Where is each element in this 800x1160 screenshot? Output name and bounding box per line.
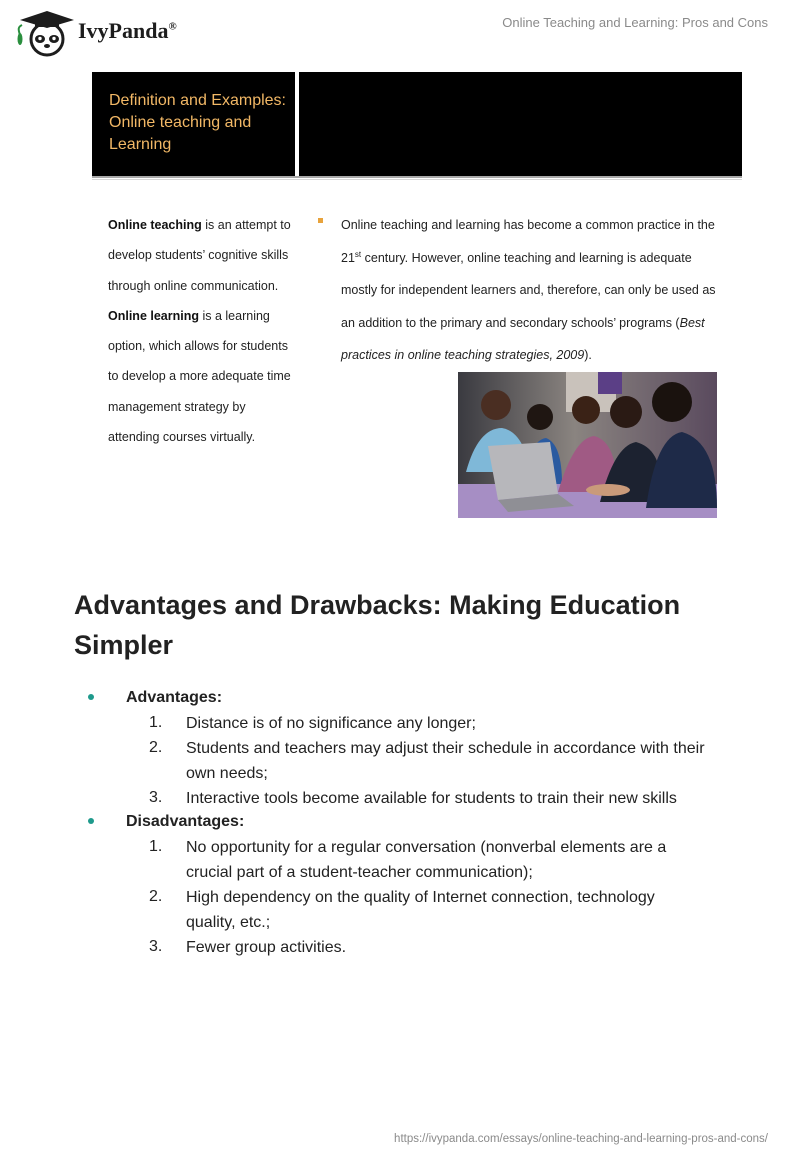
brand-name[interactable]: IvyPanda® [78,18,177,43]
definition-online-teaching: is an attempt to develop students’ cognitive skills through online communication. [108,218,291,293]
bullet-icon [88,818,94,824]
list-number: 1. [149,714,163,731]
list-number: 2. [149,739,163,756]
slide-divider-thin [92,179,742,180]
advantage-item: Distance is of no significance any longer; [186,715,476,732]
registered-mark: ® [168,20,177,33]
slide-divider [92,176,742,178]
list-number: 1. [149,838,163,855]
advantages-label: Advantages: [126,689,223,706]
slide-title: Definition and Examples: Online teaching and Learning [109,92,286,153]
definition-online-learning: is a learning option, which allows for students to develop a more adequate time management strategy by attending courses virtually. [108,308,291,445]
source-url-link[interactable]: https://ivypanda.com/essays/online-teaching-and-learning-pros-and-cons/ [394,1133,768,1145]
header-title: Online Teaching and Learning: Pros and Cons [502,15,768,30]
list-number: 3. [149,938,163,955]
disadvantages-label: Disadvantages: [126,813,245,830]
slide-header-bar [299,72,742,176]
term-online-teaching: Online teaching [108,218,202,232]
citation: Best practices in online teaching strategies, 2009 [341,315,705,362]
slide-definitions [108,210,294,452]
bullet-icon [88,694,94,700]
advantage-item: Students and teachers may adjust their schedule in accordance with their own needs; [186,740,705,782]
advantage-item: Interactive tools become available for students to train their new skills [186,790,677,807]
disadvantage-item: No opportunity for a regular conversation (nonverbal elements are a crucial part of a student-teacher communication); [186,839,667,881]
term-online-learning: Online learning [108,308,199,323]
slide-body-text: Online teaching and learning has become a common practice in the 21st century. However, online teaching and learning is adequate mostly for independent learners and, therefore, can only be used as an addition to the primary and secondary schools’ programs (Best practices in online teaching strategies, 2009). [341,218,716,362]
square-bullet-icon [318,218,323,223]
presentation-slide [92,72,742,528]
disadvantage-item: Fewer group activities. [186,939,347,956]
students-with-laptop-photo [458,372,717,518]
disadvantage-item: High dependency on the quality of Internet connection, technology quality, etc.; [186,889,655,931]
section-heading: Advantages and Drawbacks: Making Education Simpler [74,590,681,660]
panda-graduate-icon [18,11,75,55]
list-number: 3. [149,789,163,806]
list-number: 2. [149,888,163,905]
